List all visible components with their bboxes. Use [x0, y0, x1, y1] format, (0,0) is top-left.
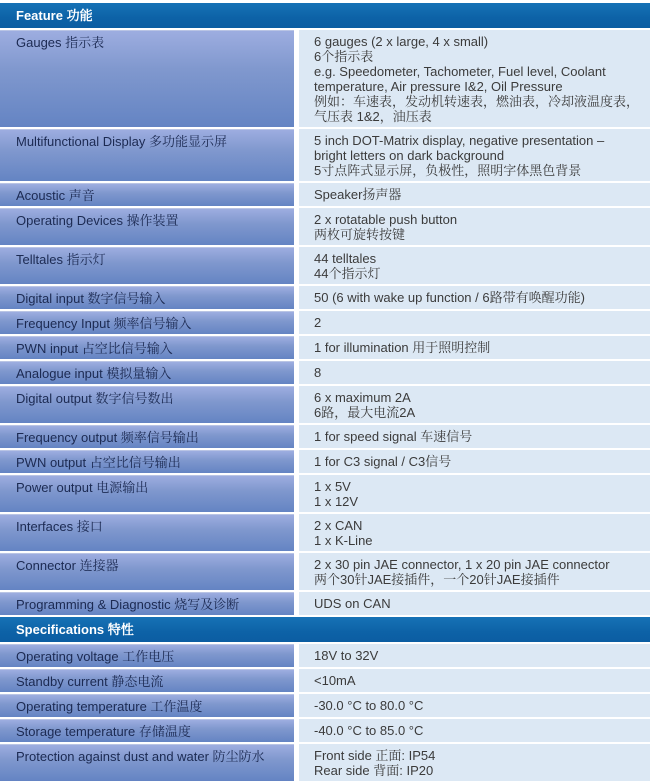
table-row	[0, 694, 650, 717]
row-value-line: 6 x maximum 2A	[314, 390, 411, 405]
row-label: Operating voltage 工作电压	[0, 644, 294, 667]
table-row	[0, 425, 650, 448]
row-value-line: 5寸点阵式显示屏，负极性，照明字体黑色背景	[314, 163, 582, 178]
row-value-line: 2 x 30 pin JAE connector, 1 x 20 pin JAE connector	[314, 557, 610, 572]
row-label: Standby current 静态电流	[0, 669, 294, 692]
row-label: Power output 电源输出	[0, 475, 294, 512]
row-value	[299, 475, 650, 512]
row-value-line: 1 x K-Line	[314, 533, 373, 548]
row-value	[299, 669, 650, 692]
row-label: Frequency output 频率信号输出	[0, 425, 294, 448]
row-value	[299, 361, 650, 384]
row-value-line: 8	[314, 365, 322, 380]
row-value	[299, 694, 650, 717]
row-label: Telltales 指示灯	[0, 247, 294, 284]
row-value-line: 1 x 12V	[314, 494, 359, 509]
row-label: Connector 连接器	[0, 553, 294, 590]
row-value-line: <10mA	[314, 673, 356, 688]
row-label: Protection against dust and water 防尘防水	[0, 744, 294, 781]
table-row	[0, 183, 650, 206]
table-row	[0, 311, 650, 334]
row-value-line: 6个指示表	[314, 49, 374, 64]
row-value-line: 2	[314, 315, 322, 330]
row-label: Digital input 数字信号输入	[0, 286, 294, 309]
row-value-line: 6路，最大电流2A	[314, 405, 416, 420]
table-row	[0, 286, 650, 309]
row-value-line: UDS on CAN	[314, 596, 391, 611]
row-label: PWN output 占空比信号输出	[0, 450, 294, 473]
row-label: PWN input 占空比信号输入	[0, 336, 294, 359]
row-label: Operating temperature 工作温度	[0, 694, 294, 717]
row-label: Frequency Input 频率信号输入	[0, 311, 294, 334]
table-row	[0, 450, 650, 473]
row-value-line: 例如：车速表，发动机转速表，燃油表，冷却液温度表，气压表 1&2，油压表	[314, 94, 640, 124]
row-label: Programming & Diagnostic 烧写及诊断	[0, 592, 294, 615]
table-row	[0, 669, 650, 692]
row-label: Operating Devices 操作装置	[0, 208, 294, 245]
row-value-line: -30.0 °C to 80.0 °C	[314, 698, 424, 713]
row-value-line: 1 for speed signal 车速信号	[314, 429, 473, 444]
row-value	[299, 592, 650, 615]
row-value	[299, 286, 650, 309]
row-label: Gauges 指示表	[0, 30, 294, 127]
table-row	[0, 475, 650, 512]
row-value	[299, 311, 650, 334]
row-value-line: Rear side 背面: IP20	[314, 763, 434, 778]
table-row	[0, 644, 650, 667]
row-value	[299, 247, 650, 284]
row-value-line: 两个30针JAE接插件，一个20针JAE接插件	[314, 572, 560, 587]
row-value	[299, 719, 650, 742]
row-label: Storage temperature 存储温度	[0, 719, 294, 742]
row-label: Digital output 数字信号数出	[0, 386, 294, 423]
row-value	[299, 386, 650, 423]
table-row	[0, 744, 650, 781]
table-row	[0, 30, 650, 127]
row-value	[299, 644, 650, 667]
row-value	[299, 514, 650, 551]
row-value	[299, 183, 650, 206]
row-value	[299, 744, 650, 781]
row-label: Multifunctional Display 多功能显示屏	[0, 129, 294, 181]
row-value-line: 44 telltales	[314, 251, 377, 266]
row-value	[299, 208, 650, 245]
table-row	[0, 129, 650, 181]
table-row	[0, 592, 650, 615]
row-value-line: 6 gauges (2 x large, 4 x small)	[314, 34, 489, 49]
row-value	[299, 129, 650, 181]
row-label: Acoustic 声音	[0, 183, 294, 206]
row-value	[299, 425, 650, 448]
section-header: Feature 功能	[0, 3, 650, 28]
row-value-line: 44个指示灯	[314, 266, 381, 281]
table-row	[0, 336, 650, 359]
section-header: Specifications 特性	[0, 617, 650, 642]
table-row	[0, 361, 650, 384]
row-value-line: -40.0 °C to 85.0 °C	[314, 723, 424, 738]
row-value-line: 两枚可旋转按键	[314, 227, 406, 242]
row-value-line: e.g. Speedometer, Tachometer, Fuel level, Coolant temperature, Air pressure I&2, Oil Pressure	[314, 64, 606, 94]
row-value-line: 2 x CAN	[314, 518, 363, 533]
row-value-line: Speaker扬声器	[314, 187, 402, 202]
row-value-line: 50 (6 with wake up function / 6路带有唤醒功能)	[314, 290, 585, 305]
row-value	[299, 450, 650, 473]
row-value-line: 1 for illumination 用于照明控制	[314, 340, 491, 355]
table-row	[0, 386, 650, 423]
row-value-line: 5 inch DOT-Matrix display, negative presentation – bright letters on dark background	[314, 133, 605, 163]
row-value	[299, 553, 650, 590]
row-label: Interfaces 接口	[0, 514, 294, 551]
row-value-line: 2 x rotatable push button	[314, 212, 458, 227]
table-row	[0, 247, 650, 284]
table-row	[0, 514, 650, 551]
row-value-line: 1 x 5V	[314, 479, 351, 494]
row-value-line: Front side 正面: IP54	[314, 748, 436, 763]
row-value-line: 1 for C3 signal / C3信号	[314, 454, 452, 469]
table-row	[0, 208, 650, 245]
row-label: Analogue input 模拟量输入	[0, 361, 294, 384]
row-value	[299, 336, 650, 359]
table-row	[0, 553, 650, 590]
row-value	[299, 30, 650, 127]
table-row	[0, 719, 650, 742]
row-value-line: 18V to 32V	[314, 648, 379, 663]
